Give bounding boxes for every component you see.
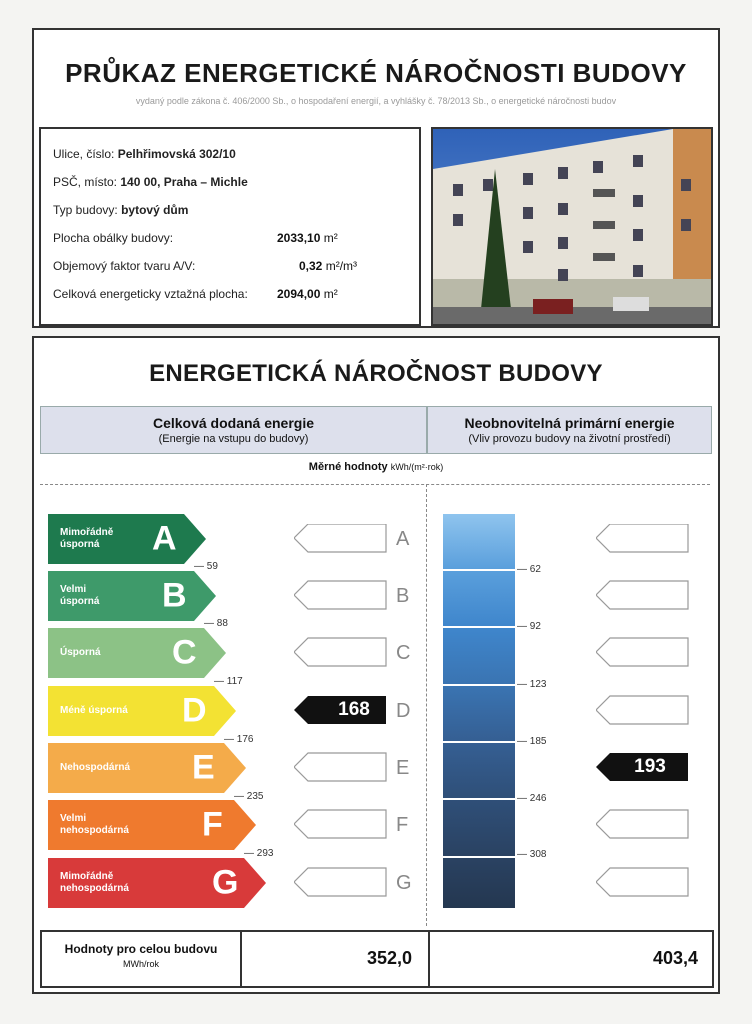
class-band-d [48, 686, 236, 736]
right-arrow-c [596, 638, 688, 666]
right-threshold-de: — 185 [517, 736, 547, 747]
primary-scale-a [443, 514, 515, 569]
right-threshold-ef: — 246 [517, 793, 547, 804]
delivered-energy-subtitle: (Energie na vstupu do budovy) [158, 433, 309, 445]
class-band-f-label: Velmi nehospodárná [60, 813, 129, 836]
delivered-energy-title: Celková dodaná energie [152, 415, 315, 431]
building-info-box [39, 127, 421, 326]
left-indicator-arrows [294, 524, 394, 924]
right-threshold-fg: — 308 [517, 849, 547, 860]
class-band-a-label: Mimořádně úsporná [60, 527, 114, 550]
left-letter-e: E [396, 757, 410, 779]
left-letter-b: B [396, 585, 410, 607]
certificate-subtitle: vydaný podle zákona č. 406/2000 Sb., o hospodaření energií, a vyhlášky č. 78/2013 Sb., o energetické náročnosti budov [135, 96, 617, 106]
right-threshold-ab: — 62 [517, 564, 541, 575]
class-band-c [48, 628, 226, 678]
street-row: Ulice, číslo: Pelhřimovská 302/10 [53, 147, 236, 161]
class-band-b [48, 571, 216, 621]
reference-area-label: Celková energeticky vztažná plocha: [53, 287, 248, 301]
shape-factor-label: Objemový faktor tvaru A/V: [53, 259, 196, 273]
left-threshold-cd: — 117 [214, 676, 243, 687]
class-band-d-label: Méně úsporná [60, 705, 128, 716]
primary-energy-subtitle: (Vliv provozu budovy na životní prostředí) [468, 433, 671, 445]
total-primary-energy: 403,4 [652, 948, 698, 968]
primary-scale-g [443, 858, 515, 908]
energy-performance-panel [32, 336, 720, 994]
left-arrow-e [294, 753, 386, 781]
section-title: ENERGETICKÁ NÁROČNOST BUDOVY [149, 360, 603, 387]
envelope-area-value: 2033,10 m² [277, 231, 338, 245]
class-band-a [48, 514, 206, 564]
class-band-c-letter: C [172, 633, 197, 672]
left-letter-f: F [396, 814, 409, 836]
zip-row: PSČ, místo: 140 00, Praha – Michle [53, 175, 248, 189]
class-band-e-letter: E [192, 748, 215, 787]
primary-energy-title: Neobnovitelná primární energie [464, 415, 675, 431]
class-band-b-label: Velmi úsporná [60, 584, 100, 607]
left-arrow-a [294, 524, 386, 552]
primary-energy-header [427, 406, 712, 454]
left-threshold-ab: — 59 [194, 561, 218, 572]
primary-scale-d [443, 686, 515, 741]
right-arrow-d [596, 696, 688, 724]
class-band-f-letter: F [202, 805, 223, 844]
right-arrow-a [596, 524, 688, 552]
certificate-title: PRŮKAZ ENERGETICKÉ NÁROČNOSTI BUDOVY [65, 58, 687, 88]
delivered-energy-header [40, 406, 427, 454]
totals-row [40, 930, 714, 988]
left-letter-g: G [396, 872, 412, 894]
type-row: Typ budovy: bytový dům [53, 203, 189, 217]
certificate-header-panel [32, 28, 720, 328]
totals-label: Hodnoty pro celou budovu [64, 942, 218, 956]
right-arrow-g [596, 868, 688, 896]
reference-area-value: 2094,00 m² [277, 287, 338, 301]
primary-scale-e [443, 743, 515, 798]
left-arrow-g [294, 868, 386, 896]
totals-label-cell [42, 932, 242, 986]
right-arrow-b [596, 581, 688, 609]
class-band-g-letter: G [212, 863, 239, 902]
class-band-g-label: Mimořádně nehospodárná [60, 871, 129, 894]
shape-factor-value: 0,32 m²/m³ [299, 259, 358, 273]
left-threshold-ef: — 235 [234, 791, 264, 802]
left-threshold-bc: — 88 [204, 618, 228, 629]
left-letter-c: C [396, 642, 411, 664]
left-threshold-de: — 176 [224, 734, 254, 745]
class-band-g [48, 858, 266, 908]
primary-scale-f [443, 800, 515, 856]
total-delivered-energy: 352,0 [366, 948, 412, 968]
left-arrow-b [294, 581, 386, 609]
dashed-divider-vertical [426, 484, 427, 926]
class-band-f [48, 800, 256, 850]
left-letter-d: D [396, 700, 411, 722]
right-threshold-cd: — 123 [517, 679, 547, 690]
dashed-divider-top [40, 484, 710, 485]
left-arrow-f [294, 810, 386, 838]
right-arrow-f [596, 810, 688, 838]
primary-energy-value: 193 [634, 756, 666, 777]
class-band-e [48, 743, 246, 793]
left-arrow-c [294, 638, 386, 666]
specific-values-label: Měrné hodnoty kWh/(m²·rok) [308, 461, 444, 473]
right-threshold-bc: — 92 [517, 621, 541, 632]
primary-scale-c [443, 628, 515, 684]
left-letter-a: A [396, 528, 410, 550]
totals-divider [428, 932, 430, 986]
totals-unit: MWh/rok [123, 959, 159, 969]
class-band-b-letter: B [162, 576, 187, 615]
class-band-d-letter: D [182, 691, 207, 730]
class-band-e-label: Nehospodárná [60, 762, 131, 773]
right-indicator-arrows [596, 524, 696, 924]
primary-scale-b [443, 571, 515, 626]
class-band-a-letter: A [152, 519, 177, 558]
delivered-energy-value: 168 [338, 699, 370, 720]
envelope-area-label: Plocha obálky budovy: [53, 231, 174, 245]
building-photo [431, 127, 713, 326]
left-threshold-fg: — 293 [244, 848, 274, 859]
class-band-c-label: Úsporná [60, 647, 101, 658]
